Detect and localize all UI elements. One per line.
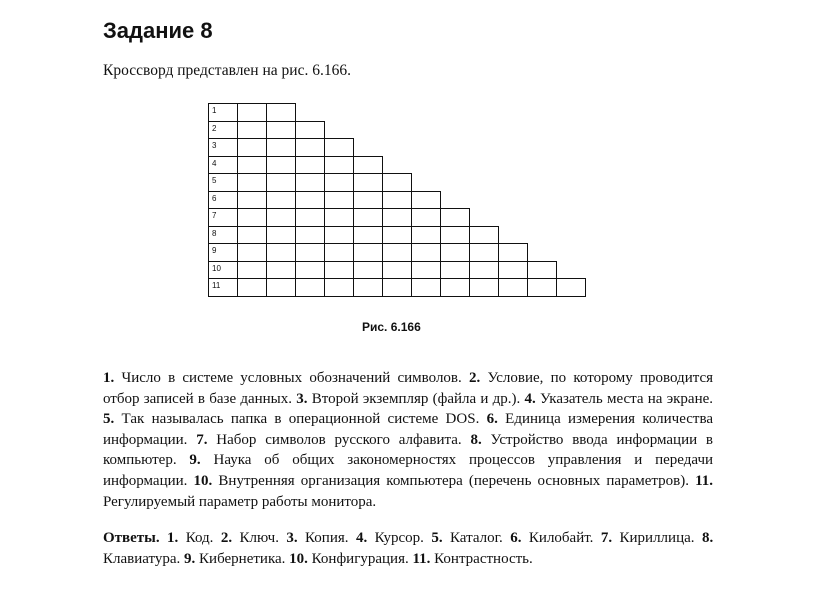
crossword-cell bbox=[237, 138, 267, 157]
clue-text: Устройство ввода информации в компьютер. bbox=[103, 431, 713, 469]
crossword-cell bbox=[324, 226, 354, 245]
crossword-cell bbox=[527, 278, 557, 297]
clue-number: 1. bbox=[103, 370, 115, 386]
crossword-row-number: 2 bbox=[212, 123, 217, 133]
crossword-cell bbox=[208, 278, 238, 297]
crossword-cell bbox=[324, 156, 354, 175]
crossword-cell bbox=[295, 226, 325, 245]
crossword-cell bbox=[440, 243, 470, 262]
crossword-cell bbox=[324, 208, 354, 227]
crossword-cell bbox=[324, 243, 354, 262]
crossword-cell bbox=[266, 121, 296, 140]
crossword-cell bbox=[382, 226, 412, 245]
crossword-cell bbox=[324, 138, 354, 157]
clue-number: 5. bbox=[103, 411, 115, 428]
clue-number: 4. bbox=[524, 390, 536, 407]
clue-number: 9. bbox=[189, 452, 201, 469]
task-title: Задание 8 bbox=[103, 18, 213, 43]
answer-number: 9. bbox=[184, 550, 196, 567]
clue-number: 6. bbox=[486, 411, 498, 428]
crossword-cell bbox=[266, 261, 296, 280]
answer-text: Каталог. bbox=[450, 530, 503, 546]
crossword-cell bbox=[266, 191, 296, 210]
answer-text: Килобайт. bbox=[528, 530, 594, 546]
crossword-cell bbox=[266, 278, 296, 297]
answer-text: Конфигурация. bbox=[311, 550, 409, 567]
clue-number: 10. bbox=[193, 472, 213, 489]
crossword-cell bbox=[295, 261, 325, 280]
answer-text: Кибернетика. bbox=[199, 550, 286, 567]
crossword-cell bbox=[266, 138, 296, 157]
clue-text: Второй экземпляр (файла и др.). bbox=[311, 390, 521, 407]
crossword-cell bbox=[382, 173, 412, 192]
crossword-cell bbox=[208, 191, 238, 210]
crossword-cell bbox=[208, 243, 238, 262]
crossword-cell bbox=[440, 261, 470, 280]
crossword-cell bbox=[527, 261, 557, 280]
crossword-cell bbox=[208, 138, 238, 157]
answer-text: Клавиатура. bbox=[103, 550, 181, 567]
clue-text: Указатель места на экране. bbox=[539, 390, 714, 407]
answer-number: 5. bbox=[431, 530, 443, 546]
clue-text: Так называлась папка в операционной системе DOS. bbox=[121, 411, 480, 428]
crossword-cell bbox=[411, 278, 441, 297]
crossword-row-number: 6 bbox=[212, 193, 217, 203]
crossword-cell bbox=[266, 208, 296, 227]
crossword-cell bbox=[237, 261, 267, 280]
crossword-cell bbox=[382, 278, 412, 297]
crossword-cell bbox=[469, 243, 499, 262]
clue-text: Условие, по которому проводится отбор записей в базе данных. bbox=[103, 370, 714, 407]
crossword-cell bbox=[208, 173, 238, 192]
crossword-row-number: 11 bbox=[212, 281, 221, 290]
crossword-cell bbox=[353, 208, 383, 227]
clue-number: 8. bbox=[470, 431, 482, 448]
clue-text: Наука об общих закономерностях процессов управления и передачи информации. bbox=[103, 452, 714, 489]
crossword-cell bbox=[556, 278, 586, 297]
answer-number: 7. bbox=[600, 530, 613, 546]
answer-text: Ключ. bbox=[239, 530, 279, 546]
crossword-cell bbox=[237, 103, 267, 122]
crossword-cell bbox=[382, 243, 412, 262]
crossword-cell bbox=[498, 261, 528, 280]
crossword-cell bbox=[353, 261, 383, 280]
crossword-cell bbox=[295, 278, 325, 297]
crossword-cell bbox=[295, 173, 325, 192]
crossword-cell bbox=[440, 208, 470, 227]
crossword-cell bbox=[295, 121, 325, 140]
answer-number: 4. bbox=[355, 530, 368, 546]
crossword-cell bbox=[353, 173, 383, 192]
answer-number: 11. bbox=[412, 550, 431, 567]
crossword-row-number: 7 bbox=[212, 211, 217, 220]
answer-text: Код. bbox=[185, 530, 214, 546]
crossword-row-number: 5 bbox=[212, 176, 217, 185]
crossword-cell bbox=[237, 278, 267, 297]
crossword-cell bbox=[295, 208, 325, 227]
crossword-cell bbox=[208, 226, 238, 245]
answer-number: 6. bbox=[510, 530, 522, 546]
crossword-row-number: 9 bbox=[212, 246, 217, 255]
crossword-cell bbox=[469, 261, 499, 280]
crossword-cell bbox=[411, 191, 441, 210]
crossword-cell bbox=[440, 226, 470, 245]
answer-number: 8. bbox=[701, 530, 714, 546]
crossword-row-number: 4 bbox=[212, 158, 217, 168]
crossword-cell bbox=[411, 208, 441, 227]
crossword-cell bbox=[295, 138, 325, 157]
crossword-cell bbox=[382, 261, 412, 280]
clue-number: 3. bbox=[296, 390, 308, 407]
crossword-cell bbox=[237, 156, 267, 175]
crossword-cell bbox=[266, 103, 296, 122]
crossword-cell bbox=[208, 121, 238, 140]
crossword-cell bbox=[324, 261, 354, 280]
clue-text: Единица измерения количества информации. bbox=[103, 411, 713, 448]
clue-number: 11. bbox=[695, 472, 713, 489]
answer-number: 3. bbox=[286, 530, 298, 546]
clue-number: 2. bbox=[468, 370, 481, 386]
clue-text: Регулируемый параметр работы монитора. bbox=[103, 493, 377, 510]
crossword-cell bbox=[324, 278, 354, 297]
crossword-cell bbox=[237, 208, 267, 227]
crossword-cell bbox=[382, 191, 412, 210]
crossword-cell bbox=[295, 191, 325, 210]
crossword-cell bbox=[266, 243, 296, 262]
clue-text: Набор символов русского алфавита. bbox=[216, 431, 462, 448]
answers-label: Ответы. bbox=[103, 530, 160, 546]
crossword-row-number: 8 bbox=[212, 228, 217, 238]
crossword-cell bbox=[411, 226, 441, 245]
crossword-cell bbox=[208, 103, 238, 122]
crossword-row-number: 1 bbox=[212, 106, 217, 115]
clue-number: 7. bbox=[196, 431, 208, 448]
clue-text: Число в системе условных обозначений символов. bbox=[121, 370, 462, 386]
crossword-cell bbox=[440, 278, 470, 297]
clue-text: Внутренняя организация компьютера (перечень основных параметров). bbox=[218, 472, 689, 489]
intro-text: Кроссворд представлен на рис. 6.166. bbox=[103, 62, 351, 79]
crossword-cell bbox=[353, 191, 383, 210]
answer-number: 1. bbox=[167, 530, 179, 546]
answer-text: Курсор. bbox=[374, 530, 424, 546]
crossword-cell bbox=[469, 278, 499, 297]
crossword-cell bbox=[469, 226, 499, 245]
clues-paragraph bbox=[103, 368, 713, 512]
crossword-cell bbox=[324, 191, 354, 210]
crossword-cell bbox=[353, 278, 383, 297]
answer-number: 10. bbox=[289, 550, 308, 567]
crossword-cell bbox=[353, 226, 383, 245]
answer-number: 2. bbox=[220, 530, 233, 546]
crossword-row-number: 3 bbox=[212, 141, 217, 150]
crossword-cell bbox=[208, 156, 238, 175]
crossword-cell bbox=[498, 278, 528, 297]
crossword-cell bbox=[266, 226, 296, 245]
crossword-cell bbox=[237, 173, 267, 192]
crossword-cell bbox=[382, 208, 412, 227]
crossword-cell bbox=[498, 243, 528, 262]
crossword-cell bbox=[208, 208, 238, 227]
crossword-cell bbox=[208, 261, 238, 280]
crossword-cell bbox=[353, 243, 383, 262]
answers-paragraph bbox=[103, 528, 713, 569]
crossword-cell bbox=[266, 173, 296, 192]
crossword-cell bbox=[324, 173, 354, 192]
figure-caption: Рис. 6.166 bbox=[362, 320, 421, 334]
crossword-cell bbox=[295, 243, 325, 262]
crossword-cell bbox=[237, 226, 267, 245]
crossword-cell bbox=[237, 121, 267, 140]
answer-text: Копия. bbox=[305, 530, 349, 546]
crossword-cell bbox=[237, 191, 267, 210]
crossword-cell bbox=[237, 243, 267, 262]
answer-text: Контрастность. bbox=[434, 550, 533, 567]
crossword-cell bbox=[266, 156, 296, 175]
crossword-cell bbox=[353, 156, 383, 175]
crossword-cell bbox=[295, 156, 325, 175]
crossword-cell bbox=[411, 243, 441, 262]
answer-text: Кириллица. bbox=[619, 530, 695, 546]
crossword-cell bbox=[411, 261, 441, 280]
crossword-row-number: 10 bbox=[212, 263, 221, 273]
